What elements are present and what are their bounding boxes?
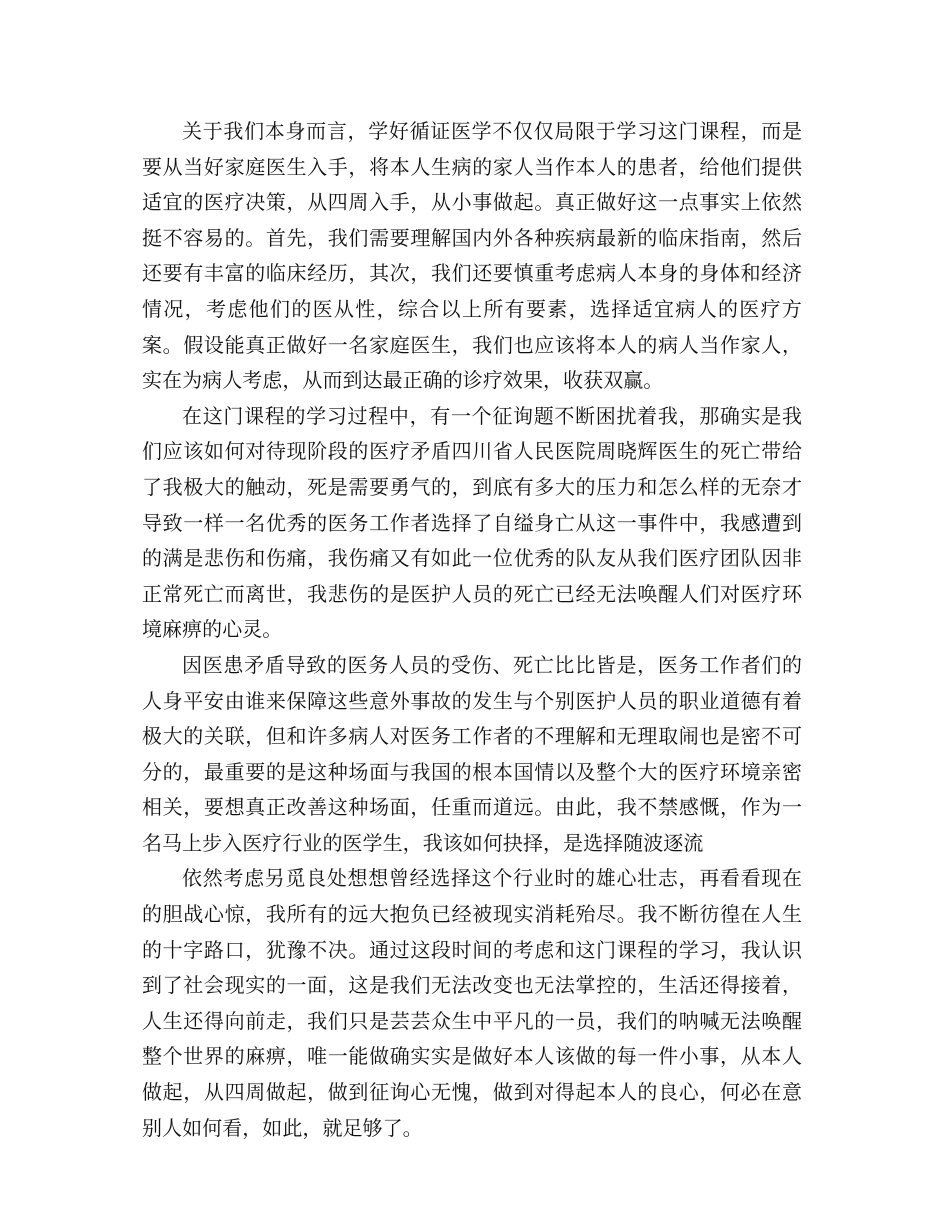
paragraph-1: 关于我们本身而言，学好循证医学不仅仅局限于学习这门课程，而是要从当好家庭医生入手，将本人生病的家人当作本人的患者，给他们提供适宜的医疗决策，从四周入手，从小事做起。真正做好这一点事实上依然挺不容易的。首先，我们需要理解国内外各种疾病最新的临床指南，然后还要有丰富的临床经历，其次，我们还要慎重考虑病人本身的身体和经济情况，考虑他们的医从性，综合以上所有要素，选择适宜病人的医疗方案。假设能真正做好一名家庭医生，我们也应该将本人的病人当作家人，实在为病人考虑，从而到达最正确的诊疗效果，收获双赢。 bbox=[142, 119, 802, 393]
paragraph-4: 依然考虑另觅良处想想曾经选择这个行业时的雄心壮志，再看看现在的胆战心惊，我所有的远大抱负已经被现实消耗殆尽。我不断彷徨在人生的十字路口，犹豫不决。通过这段时间的考虑和这门课程的学习，我认识到了社会现实的一面，这是我们无法改变也无法掌控的，生活还得接着，人生还得向前走，我们只是芸芸众生中平凡的一员，我们的呐喊无法唤醒整个世界的麻痹，唯一能做确实实是做好本人该做的每一件小事，从本人做起，从四周做起，做到征询心无愧，做到对得起本人的良心，何必在意别人如何看，如此，就足够了。 bbox=[142, 866, 802, 1140]
document-body bbox=[142, 114, 802, 1146]
paragraph-3: 因医患矛盾导致的医务人员的受伤、死亡比比皆是，医务工作者们的人身平安由谁来保障这些意外事故的发生与个别医护人员的职业道德有着极大的关联，但和许多病人对医务工作者的不理解和无理取闹也是密不可分的，最重要的是这种场面与我国的根本国情以及整个大的医疗环境亲密相关，要想真正改善这种场面，任重而道远。由此，我不禁感慨，作为一名马上步入医疗行业的医学生，我该如何抉择，是选择随波逐流 bbox=[142, 652, 802, 855]
paragraph-2: 在这门课程的学习过程中，有一个征询题不断困扰着我，那确实是我们应该如何对待现阶段的医疗矛盾四川省人民医院周晓辉医生的死亡带给了我极大的触动，死是需要勇气的，到底有多大的压力和怎么样的无奈才导致一样一名优秀的医务工作者选择了自缢身亡从这一事件中，我感遭到的满是悲伤和伤痛，我伤痛又有如此一位优秀的队友从我们医疗团队因非正常死亡而离世，我悲伤的是医护人员的死亡已经无法唤醒人们对医疗环境麻痹的心灵。 bbox=[142, 403, 802, 642]
